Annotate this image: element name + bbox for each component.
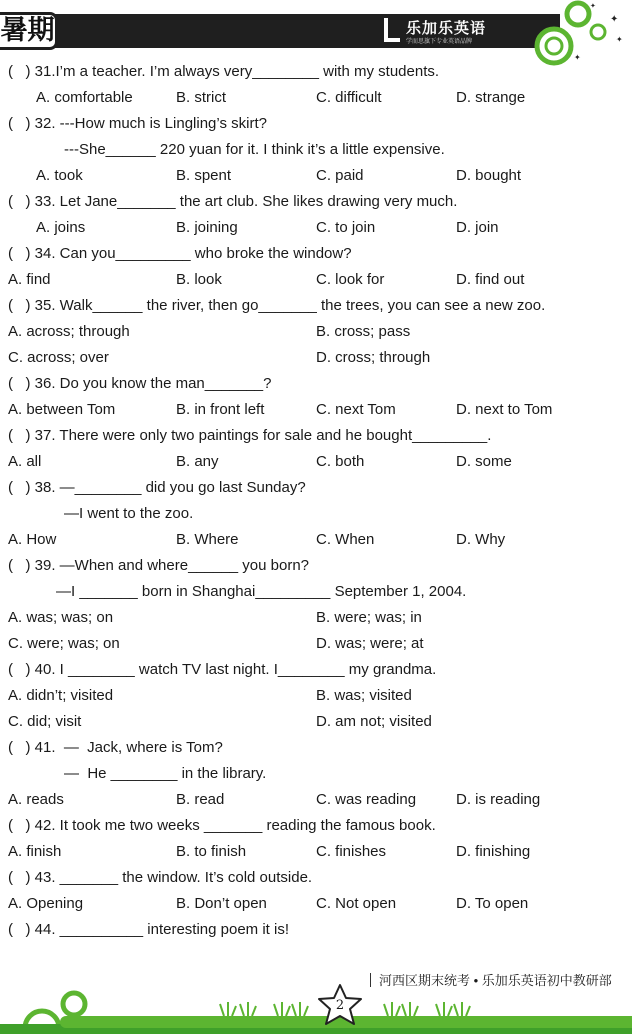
question-33: ( ) 33. Let Jane_______ the art club. She likes drawing very much. xyxy=(8,193,458,210)
question-41: ( ) 41. — Jack, where is Tom? xyxy=(8,739,223,756)
option-35-d: D. cross; through xyxy=(316,349,431,366)
option-39-d: D. was; were; at xyxy=(316,635,424,652)
option-40-b: B. was; visited xyxy=(316,687,412,704)
option-34-b: B. look xyxy=(176,271,222,288)
brand-name: 乐加乐英语 xyxy=(406,19,487,37)
option-39-a: A. was; was; on xyxy=(8,609,114,626)
brand-slogan: 学而思旗下专业英语品牌 xyxy=(406,38,473,45)
question-36: ( ) 36. Do you know the man_______? xyxy=(8,375,272,392)
option-43-b: B. Don’t open xyxy=(176,895,267,912)
question-31: ( ) 31.I’m a teacher. I’m always very________ with my students. xyxy=(8,63,440,80)
option-41-b: B. read xyxy=(176,791,225,808)
option-37-a: A. all xyxy=(8,453,42,470)
option-40-a: A. didn’t; visited xyxy=(8,687,114,704)
option-43-a: A. Opening xyxy=(8,895,84,912)
option-41-c: C. was reading xyxy=(316,791,417,808)
option-34-c: C. look for xyxy=(316,271,385,288)
question-41-reply: — He ________ in the library. xyxy=(64,765,267,782)
svg-text:✦: ✦ xyxy=(616,35,623,44)
option-39-b: B. were; was; in xyxy=(316,609,422,626)
option-36-b: B. in front left xyxy=(176,401,265,418)
option-38-d: D. Why xyxy=(456,531,506,548)
footer-text: 河西区期末统考 • 乐加乐英语初中教研部 xyxy=(370,970,612,989)
option-42-a: A. finish xyxy=(8,843,62,860)
option-35-c: C. across; over xyxy=(8,349,109,366)
option-31-b: B. strict xyxy=(176,89,227,106)
question-34: ( ) 34. Can you_________ who broke the window? xyxy=(8,245,352,262)
option-37-b: B. any xyxy=(176,453,219,470)
option-33-c: C. to join xyxy=(316,219,376,236)
option-38-b: B. Where xyxy=(176,531,239,548)
svg-text:✦: ✦ xyxy=(574,53,581,62)
question-43: ( ) 43. _______ the window. It’s cold outside. xyxy=(8,869,313,886)
option-38-a: A. How xyxy=(8,531,57,548)
question-40: ( ) 40. I ________ watch TV last night. I________ my grandma. xyxy=(8,661,437,678)
question-39-reply: —I _______ born in Shanghai_________ September 1, 2004. xyxy=(56,583,467,600)
option-40-c: C. did; visit xyxy=(8,713,82,730)
option-37-c: C. both xyxy=(316,453,365,470)
option-32-d: D. bought xyxy=(456,167,522,184)
option-32-a: A. took xyxy=(36,167,83,184)
page-number: 2 xyxy=(335,998,345,1013)
option-34-a: A. find xyxy=(8,271,51,288)
option-35-a: A. across; through xyxy=(8,323,130,340)
question-39: ( ) 39. —When and where______ you born? xyxy=(8,557,310,574)
option-33-a: A. joins xyxy=(36,219,86,236)
option-41-a: A. reads xyxy=(8,791,64,808)
option-43-d: D. To open xyxy=(456,895,529,912)
brand-l-icon xyxy=(384,18,400,44)
circles-decoration-icon xyxy=(530,0,632,70)
question-32-reply: ---She______ 220 yuan for it. I think it’s a little expensive. xyxy=(64,141,445,158)
option-31-c: C. difficult xyxy=(316,89,382,106)
option-32-c: C. paid xyxy=(316,167,364,184)
page-header xyxy=(0,0,632,62)
option-33-d: D. join xyxy=(456,219,499,236)
question-37: ( ) 37. There were only two paintings for sale and he bought_________. xyxy=(8,427,492,444)
question-38-reply: —I went to the zoo. xyxy=(64,505,194,522)
option-42-b: B. to finish xyxy=(176,843,247,860)
question-32: ( ) 32. ---How much is Lingling’s skirt? xyxy=(8,115,267,132)
option-33-b: B. joining xyxy=(176,219,238,236)
option-40-d: D. am not; visited xyxy=(316,713,432,730)
option-31-d: D. strange xyxy=(456,89,526,106)
question-44: ( ) 44. __________ interesting poem it is! xyxy=(8,921,290,938)
option-39-c: C. were; was; on xyxy=(8,635,120,652)
option-35-b: B. cross; pass xyxy=(316,323,411,340)
question-35: ( ) 35. Walk______ the river, then go_______ the trees, you can see a new zoo. xyxy=(8,297,546,314)
option-43-c: C. Not open xyxy=(316,895,397,912)
option-34-d: D. find out xyxy=(456,271,525,288)
option-36-a: A. between Tom xyxy=(8,401,116,418)
option-41-d: D. is reading xyxy=(456,791,541,808)
svg-text:✦: ✦ xyxy=(610,14,619,25)
option-32-b: B. spent xyxy=(176,167,232,184)
option-36-d: D. next to Tom xyxy=(456,401,553,418)
option-36-c: C. next Tom xyxy=(316,401,396,418)
option-42-c: C. finishes xyxy=(316,843,387,860)
option-38-c: C. When xyxy=(316,531,375,548)
option-37-d: D. some xyxy=(456,453,512,470)
header-title: 暑期 xyxy=(0,12,58,50)
svg-text:✦: ✦ xyxy=(590,3,596,10)
question-42: ( ) 42. It took me two weeks _______ reading the famous book. xyxy=(8,817,436,834)
question-38: ( ) 38. —________ did you go last Sunday? xyxy=(8,479,306,496)
option-42-d: D. finishing xyxy=(456,843,531,860)
option-31-a: A. comfortable xyxy=(36,89,133,106)
